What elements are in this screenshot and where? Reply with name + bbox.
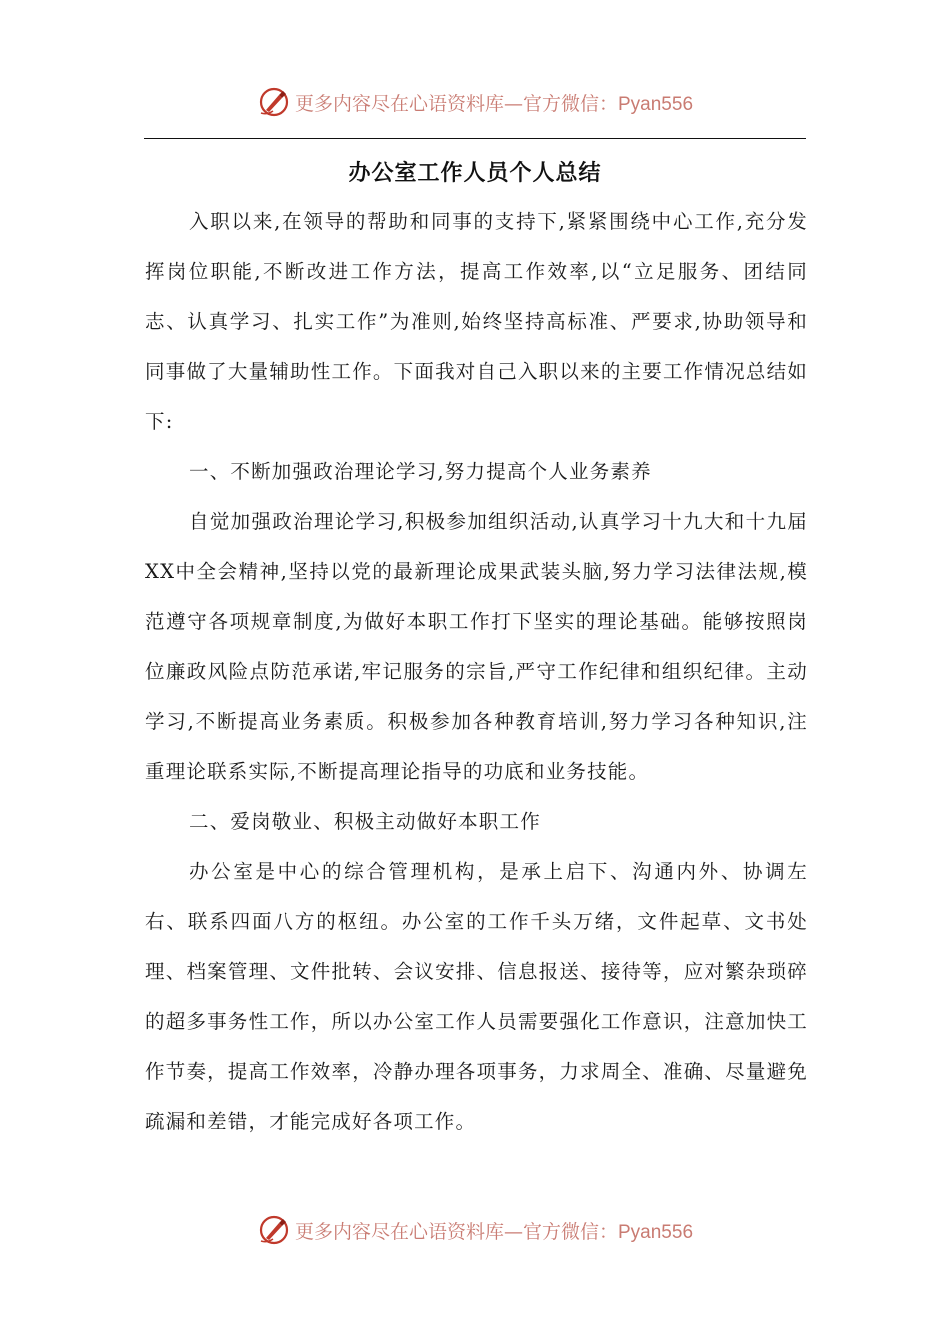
document-body: [145, 197, 808, 1147]
header-divider: [144, 138, 806, 139]
header-watermark: [0, 82, 950, 122]
paragraph-section-1: 自觉加强政治理论学习,积极参加组织活动,认真学习十九大和十九届XX中全会精神,坚持以党的最新理论成果武装头脑,努力学习法律法规,模范遵守各项规章制度,为做好本职工作打下坚实的理论基础。能够按照岗位廉政风险点防范承诺,牢记服务的宗旨,严守工作纪律和组织纪律。主动学习,不断提高业务素质。积极参加各种教育培训,努力学习各种知识,注重理论联系实际,不断提高理论指导的功底和业务技能。: [145, 510, 808, 783]
paragraph-intro: 入职以来,在领导的帮助和同事的支持下,紧紧围绕中心工作,充分发挥岗位职能,不断改进工作方法，提高工作效率,以“立足服务、团结同志、认真学习、扎实工作”为准则,始终坚持高标准、严要求,协助领导和同事做了大量辅助性工作。下面我对自己入职以来的主要工作情况总结如下:: [145, 210, 808, 433]
footer-watermark: [0, 1210, 950, 1250]
watermark-text: 更多内容尽在心语资料库—官方微信：Pyan556: [294, 1220, 694, 1243]
section-heading-2: 二、爱岗敬业、积极主动做好本职工作: [189, 810, 541, 833]
document-title: 办公室工作人员个人总结: [348, 160, 602, 186]
pen-circle-logo-icon: [257, 85, 291, 119]
watermark-text: 更多内容尽在心语资料库—官方微信：Pyan556: [294, 92, 694, 115]
pen-circle-logo-icon: [257, 1213, 291, 1247]
paragraph-section-2: 办公室是中心的综合管理机构，是承上启下、沟通内外、协调左右、联系四面八方的枢纽。办公室的工作千头万绪，文件起草、文书处理、档案管理、文件批转、会议安排、信息报送、接待等，应对繁杂琐碎的超多事务性工作，所以办公室工作人员需要强化工作意识，注意加快工作节奏，提高工作效率，冷静办理各项事务，力求周全、准确、尽量避免疏漏和差错，才能完成好各项工作。: [145, 860, 808, 1133]
section-heading-1: 一、不断加强政治理论学习,努力提高个人业务素养: [189, 460, 652, 483]
wechat-handle: Pyan556: [618, 1221, 694, 1243]
wechat-handle: Pyan556: [618, 93, 694, 115]
